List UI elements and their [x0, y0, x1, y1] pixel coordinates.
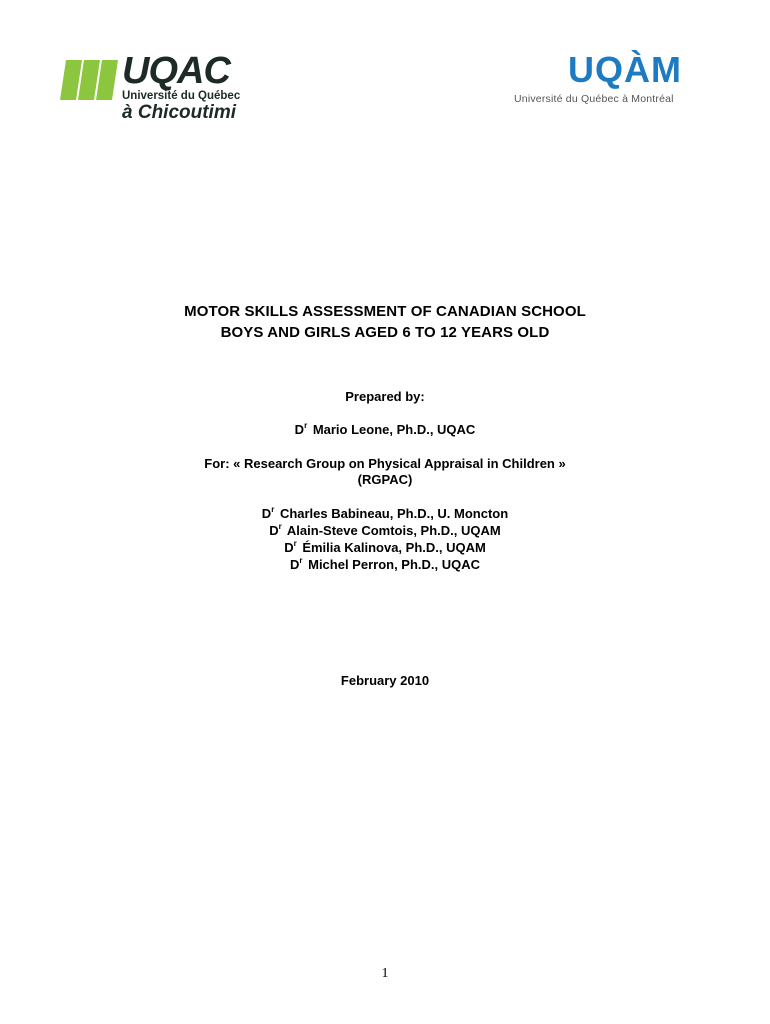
page-number: 1: [381, 966, 389, 981]
lead-author: [0, 421, 770, 437]
document-title-line2: BOYS AND GIRLS AGED 6 TO 12 YEARS OLD: [220, 324, 550, 341]
doctor-prefix: D: [289, 557, 300, 572]
doctor-superscript: r: [293, 539, 297, 548]
uqam-logo-subtitle: Université du Québec à Montréal: [514, 93, 674, 105]
coauthor-name: Émilia Kalinova, Ph.D., UQAM: [302, 540, 486, 555]
doctor-prefix: D: [294, 422, 305, 437]
uqac-logo-name: UQAC: [122, 50, 230, 92]
coauthor-name: Alain-Steve Comtois, Ph.D., UQAM: [286, 523, 501, 538]
doctor-superscript: r: [278, 522, 282, 531]
document-title-line1: MOTOR SKILLS ASSESSMENT OF CANADIAN SCHOOL: [184, 303, 586, 320]
uqam-logo: [514, 49, 708, 110]
coauthor-name: Michel Perron, Ph.D., UQAC: [308, 557, 481, 572]
coauthor-name: Charles Babineau, Ph.D., U. Moncton: [279, 506, 509, 521]
coauthor: [0, 522, 770, 538]
for-line1: For: « Research Group on Physical Appraisal in Children »: [204, 456, 566, 471]
for-line2: (RGPAC): [357, 472, 413, 487]
document-date: February 2010: [340, 673, 430, 688]
lead-author-name: Mario Leone, Ph.D., UQAC: [312, 422, 476, 437]
prepared-by-label: Prepared by:: [345, 389, 425, 404]
doctor-prefix: D: [269, 523, 279, 538]
doctor-superscript: r: [271, 505, 275, 514]
uqac-bars-icon: [60, 58, 122, 102]
uqam-logo-name: UQÀM: [568, 49, 682, 90]
doctor-superscript: r: [304, 421, 308, 430]
coauthor: [0, 556, 770, 572]
doctor-prefix: D: [284, 540, 294, 555]
uqac-logo-line2: à Chicoutimi: [122, 102, 237, 123]
uqac-logo-line1: Université du Québec: [122, 90, 241, 102]
doctor-superscript: r: [299, 556, 303, 565]
uqac-logo: [60, 50, 260, 126]
doctor-prefix: D: [261, 506, 272, 521]
coauthor: [0, 539, 770, 555]
coauthor: [0, 505, 770, 521]
